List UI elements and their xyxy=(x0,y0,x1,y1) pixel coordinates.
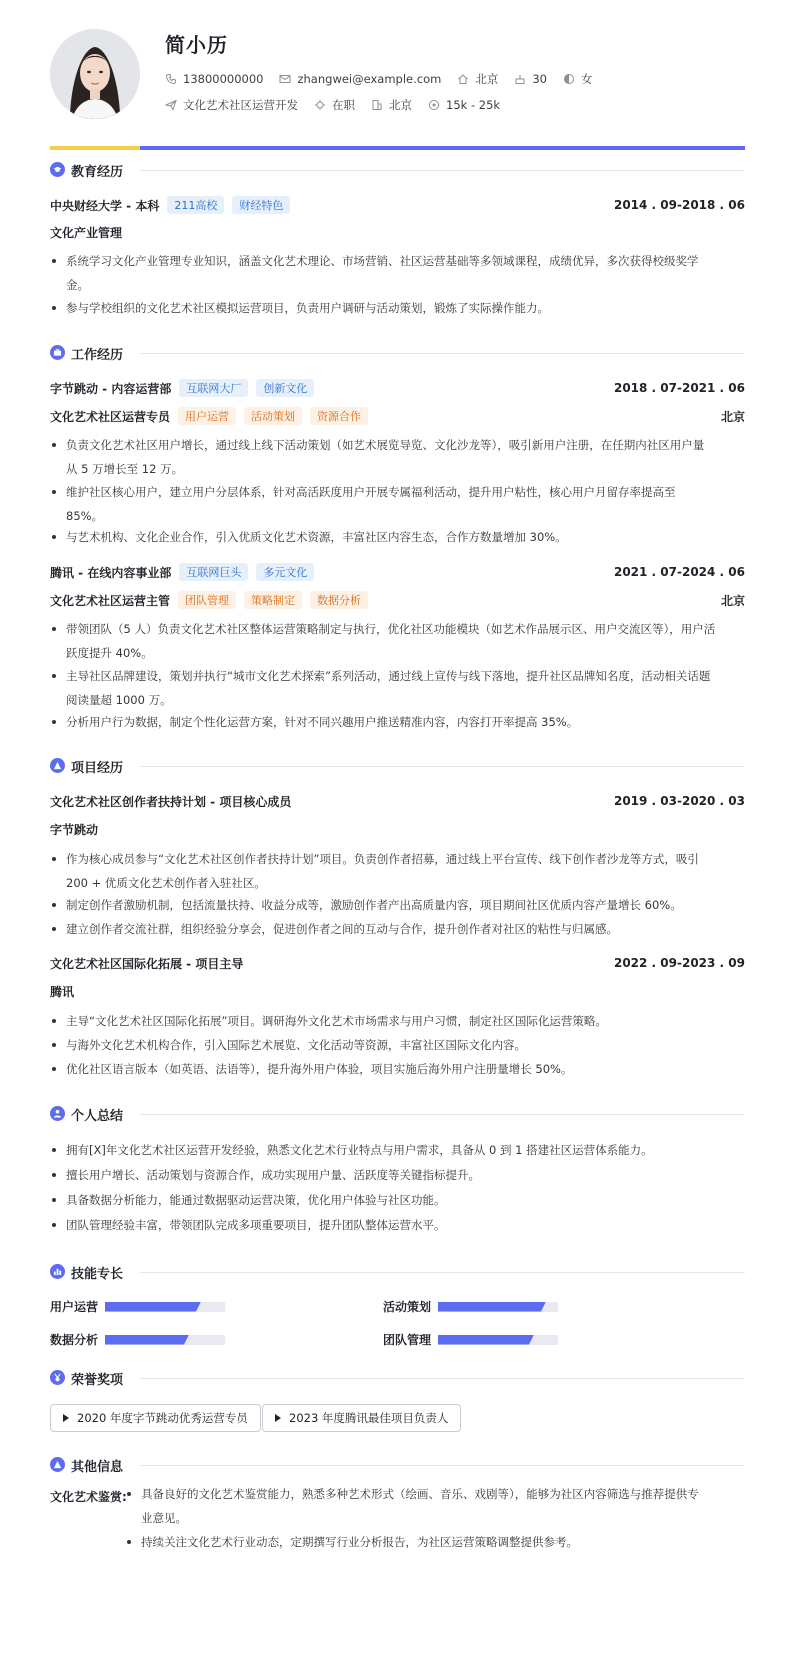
major-row xyxy=(50,222,745,242)
education-bullet: 系统学习文化产业管理专业知识，涵盖文化艺术理论、市场营销、社区运营基础等多领域课程，成绩优异，多次获得校级奖学 金。 xyxy=(50,249,740,297)
play-icon xyxy=(275,1414,281,1422)
contact-row xyxy=(165,71,608,87)
summary-bullet: 擅长用户增长、活动策划与资源合作，成功实现用户量、活跃度等关键指标提升。 xyxy=(50,1163,740,1187)
other-bullet: 持续关注文化艺术行业动态，定期撰写行业分析报告，为社区运营策略调整提供参考。 xyxy=(123,1530,723,1554)
education-date: 2014 . 09-2018 . 06 xyxy=(613,198,745,212)
salary-item xyxy=(428,98,500,112)
project-icon xyxy=(50,758,65,773)
company-name: 腾讯 - 在线内容事业部 xyxy=(50,565,172,580)
job-target-item xyxy=(165,97,298,113)
gender-item xyxy=(563,71,593,87)
company-name: 字节跳动 - 内容运营部 xyxy=(50,381,172,396)
school-name: 中央财经大学 - 本科 xyxy=(50,198,160,213)
medal-icon xyxy=(50,1370,65,1385)
company-tag: 创新文化 xyxy=(256,379,314,397)
major-name: 文化产业管理 xyxy=(50,225,123,240)
role-name: 文化艺术社区运营主管 xyxy=(50,593,171,608)
skill-item xyxy=(383,1298,558,1315)
mail-icon xyxy=(279,73,291,85)
job-role-row xyxy=(50,590,745,610)
company-tag: 互联网巨头 xyxy=(179,563,248,581)
education-header-row xyxy=(50,195,745,215)
school-tag: 财经特色 xyxy=(232,196,290,214)
project-org: 字节跳动 xyxy=(50,822,99,837)
city-item xyxy=(457,71,498,87)
award-text: 2020 年度字节跳动优秀运营专员 xyxy=(77,1411,248,1425)
job-role-row xyxy=(50,406,745,426)
job-bullet: 带领团队（5 人）负责文化艺术社区整体运营策略制定与执行，优化社区功能模块（如艺术作品展示区、用户交流区等），用户活 跃度提升 40%。 xyxy=(50,617,740,665)
section-title: 教育经历 xyxy=(71,165,124,180)
section-summary xyxy=(50,1104,745,1124)
job-bullet: 主导社区品牌建设，策划并执行“城市文化艺术探索”系列活动，通过线上宣传与线下落地，提升社区品牌知名度，活动相关话题 阅读量超 1000 万。 xyxy=(50,664,740,712)
building-icon xyxy=(371,99,383,111)
role-tag: 数据分析 xyxy=(310,591,368,609)
section-awards xyxy=(50,1368,745,1388)
salary-text: 15k - 25k xyxy=(446,98,501,112)
skill-bar xyxy=(105,1335,225,1345)
project-header-row xyxy=(50,791,745,811)
role-tag: 用户运营 xyxy=(178,407,236,425)
job-intent-row xyxy=(165,97,516,113)
job-date: 2018 . 07-2021 . 06 xyxy=(613,381,745,395)
section-skills xyxy=(50,1262,745,1282)
project-bullet: 优化社区语言版本（如英语、法语等），提升海外用户体验，项目实施后海外用户注册量增长 50%。 xyxy=(50,1057,740,1081)
job-bullet: 与艺术机构、文化企业合作，引入优质文化艺术资源，丰富社区内容生态，合作方数量增加 30%。 xyxy=(50,525,740,549)
project-name: 文化艺术社区国际化拓展 - 项目主导 xyxy=(50,956,244,971)
phone-icon xyxy=(165,73,177,85)
graduation-cap-icon xyxy=(50,162,65,177)
role-tag: 策略制定 xyxy=(244,591,302,609)
education-bullet: 参与学校组织的文化艺术社区模拟运营项目，负责用户调研与活动策划，锻炼了实际操作能力。 xyxy=(50,296,740,320)
city-text: 北京 xyxy=(475,72,499,86)
job-target-text: 文化艺术社区运营开发 xyxy=(183,98,298,112)
email-text: zhangwei@example.com xyxy=(297,72,442,86)
skill-name: 活动策划 xyxy=(383,1300,432,1314)
other-bullet: 具备良好的文化艺术鉴赏能力，熟悉多种艺术形式（绘画、音乐、戏剧等），能够为社区内容筛选与推荐提供专 业意见。 xyxy=(123,1482,723,1530)
status-text: 在职 xyxy=(332,98,355,112)
job-bullet: 负责文化艺术社区用户增长，通过线上线下活动策划（如艺术展览导览、文化沙龙等），吸引新用户注册，在任期内社区用户量 从 5 万增长至 12 万。 xyxy=(50,433,740,481)
section-title: 工作经历 xyxy=(71,348,124,363)
role-tag: 资源合作 xyxy=(310,407,368,425)
role-tag: 团队管理 xyxy=(178,591,236,609)
section-title: 项目经历 xyxy=(71,761,124,776)
project-bullet: 与海外文化艺术机构合作，引入国际艺术展览、文化活动等资源，丰富社区国际文化内容。 xyxy=(50,1033,740,1057)
gender-icon xyxy=(563,73,575,85)
section-title: 其他信息 xyxy=(71,1460,124,1475)
candidate-name: 简小历 xyxy=(165,33,228,57)
user-icon xyxy=(50,1106,65,1121)
work-city-text: 北京 xyxy=(389,98,412,112)
email-item xyxy=(279,72,441,86)
project-bullet: 建立创作者交流社群，组织经验分享会，促进创作者之间的互动与合作，提升创作者对社区的粘性与归属感。 xyxy=(50,917,740,941)
school-tag: 211高校 xyxy=(167,196,224,214)
job-bullet: 分析用户行为数据，制定个性化运营方案，针对不同兴趣用户推送精准内容，内容打开率提高 35%。 xyxy=(50,710,740,734)
section-title: 个人总结 xyxy=(71,1109,124,1124)
project-org-row xyxy=(50,819,745,839)
phone-text: 13800000000 xyxy=(183,72,264,86)
skill-item xyxy=(50,1331,225,1348)
job-location: 北京 xyxy=(720,593,745,608)
cake-icon xyxy=(514,73,526,85)
status-item xyxy=(314,97,355,113)
project-bullet: 制定创作者激励机制，包括流量扶持、收益分成等，激励创作者产出高质量内容，项目期间社区优质内容产量增长 60%。 xyxy=(50,893,740,917)
summary-bullet: 拥有[X]年文化艺术社区运营开发经验，熟悉文化艺术行业特点与用户需求，具备从 0 到 1 搭建社区运营体系能力。 xyxy=(50,1138,740,1162)
summary-bullet: 具备数据分析能力，能通过数据驱动运营决策，优化用户体验与社区功能。 xyxy=(50,1188,740,1212)
summary-bullet: 团队管理经验丰富，带领团队完成多项重要项目，提升团队整体运营水平。 xyxy=(50,1213,740,1237)
project-header-row xyxy=(50,953,745,973)
play-icon xyxy=(63,1414,69,1422)
project-bullet: 主导“文化艺术社区国际化拓展”项目。调研海外文化艺术市场需求与用户习惯，制定社区国际化运营策略。 xyxy=(50,1009,740,1033)
role-tag: 活动策划 xyxy=(244,407,302,425)
avatar-portrait-icon xyxy=(50,29,140,119)
project-date: 2019 . 03-2020 . 03 xyxy=(613,794,745,808)
age-item xyxy=(514,72,547,86)
section-title: 技能专长 xyxy=(71,1267,124,1282)
gender-text: 女 xyxy=(580,72,593,86)
project-org: 腾讯 xyxy=(50,984,75,999)
status-icon xyxy=(314,99,326,111)
award-text: 2023 年度腾讯最佳项目负责人 xyxy=(289,1411,449,1425)
send-icon xyxy=(165,99,177,111)
section-work xyxy=(50,343,745,363)
skill-bar xyxy=(438,1302,558,1312)
resume-header xyxy=(50,29,750,141)
skill-bar xyxy=(438,1335,558,1345)
project-bullet: 作为核心成员参与“文化艺术社区创作者扶持计划”项目。负责创作者招募，通过线上平台宣传、线下创作者沙龙等方式，吸引 200 + 优质文化艺术创作者入驻社区。 xyxy=(50,847,740,895)
company-tag: 互联网大厂 xyxy=(179,379,248,397)
header-divider xyxy=(50,146,745,150)
briefcase-icon xyxy=(50,345,65,360)
skill-name: 团队管理 xyxy=(383,1333,432,1347)
work-city-item xyxy=(371,97,412,113)
skill-item xyxy=(383,1331,558,1348)
role-name: 文化艺术社区运营专员 xyxy=(50,409,171,424)
section-education xyxy=(50,160,745,180)
section-title: 荣誉奖项 xyxy=(71,1373,124,1388)
award-item xyxy=(50,1404,261,1432)
coin-icon xyxy=(428,99,440,111)
skill-bar xyxy=(105,1302,225,1312)
job-location: 北京 xyxy=(720,409,745,424)
phone-item xyxy=(165,72,263,86)
section-projects xyxy=(50,756,745,776)
project-date: 2022 . 09-2023 . 09 xyxy=(613,956,745,970)
award-item xyxy=(262,1404,461,1432)
job-bullet: 维护社区核心用户，建立用户分层体系，针对高活跃度用户开展专属福利活动，提升用户粘性，核心用户月留存率提高至 85%。 xyxy=(50,480,740,528)
section-other xyxy=(50,1455,745,1475)
age-text: 30 xyxy=(532,72,547,86)
home-icon xyxy=(457,73,469,85)
other-label: 文化艺术鉴赏: xyxy=(50,1490,127,1504)
avatar xyxy=(50,29,140,119)
company-tag: 多元文化 xyxy=(256,563,314,581)
skill-item xyxy=(50,1298,225,1315)
job-date: 2021 . 07-2024 . 06 xyxy=(613,565,745,579)
job-company-row xyxy=(50,378,745,398)
skill-name: 用户运营 xyxy=(50,1300,99,1314)
project-name: 文化艺术社区创作者扶持计划 - 项目核心成员 xyxy=(50,794,292,809)
info-icon xyxy=(50,1457,65,1472)
chart-icon xyxy=(50,1264,65,1279)
project-org-row xyxy=(50,981,745,1001)
skill-name: 数据分析 xyxy=(50,1333,99,1347)
job-company-row xyxy=(50,562,745,582)
